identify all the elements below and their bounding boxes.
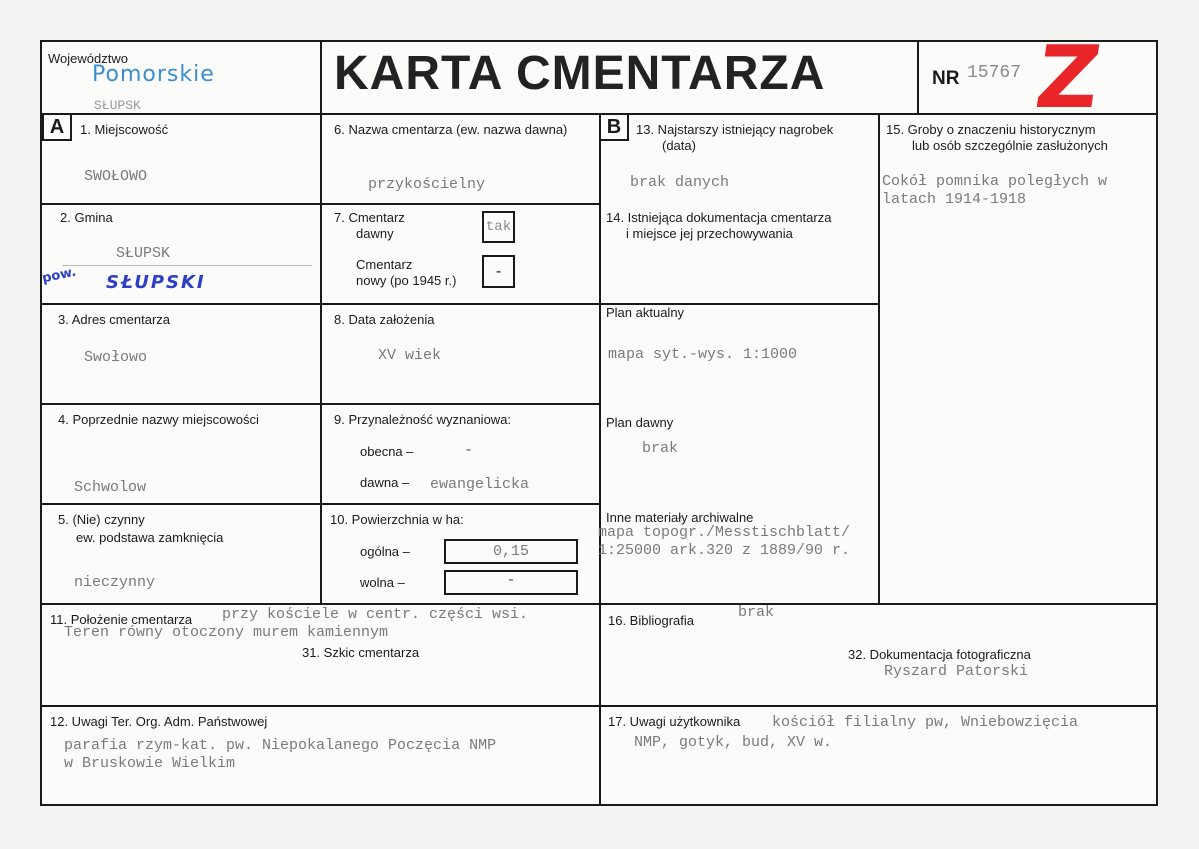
field-7-sublabel: dawny	[356, 226, 394, 241]
field-32-value: Ryszard Patorski	[884, 663, 1029, 680]
field-12-label: 12. Uwagi Ter. Org. Adm. Państwowej	[50, 714, 268, 729]
section-b-marker: B	[599, 113, 629, 141]
field-9-current-label: obecna –	[360, 444, 414, 459]
field-4-label: 4. Poprzednie nazwy miejscowości	[58, 412, 259, 427]
field-1-label: 1. Miejscowość	[80, 122, 169, 137]
field-15-sublabel: lub osób szczególnie zasłużonych	[912, 138, 1108, 153]
plan-current-label: Plan aktualny	[606, 305, 685, 320]
field-2-label: 2. Gmina	[60, 210, 113, 225]
field-3-label: 3. Adres cmentarza	[58, 312, 170, 327]
field-2-pow-prefix: pow.	[40, 264, 78, 287]
field-2-pow-value: SŁUPSKI	[106, 272, 206, 293]
area-free-box: -	[444, 570, 578, 595]
voivodeship-old-value: SŁUPSK	[94, 98, 141, 113]
field-15-value-line2: latach 1914-1918	[882, 191, 1027, 208]
red-stamp-letter: Z	[1029, 28, 1107, 128]
field-15-value-line1: Cokół pomnika poległych w	[882, 173, 1108, 190]
field-9-former-label: dawna –	[360, 475, 410, 490]
field-6-value: przykościelny	[368, 176, 486, 193]
divider	[320, 42, 322, 605]
field-14-sublabel: i miejsce jej przechowywania	[626, 226, 793, 241]
field-9-label: 9. Przynależność wyznaniowa:	[334, 412, 512, 427]
divider	[599, 113, 601, 806]
field-13-label: 13. Najstarszy istniejący nagrobek	[636, 122, 834, 137]
field-13-sublabel: (data)	[662, 138, 696, 153]
field-9-current-value: -	[464, 442, 474, 459]
nr-value: 15767	[967, 63, 1022, 83]
new-cemetery-box: -	[482, 255, 515, 288]
field-11-value-line1: przy kościele w centr. części wsi.	[222, 606, 529, 623]
field-31-label: 31. Szkic cmentarza	[302, 645, 420, 660]
field-11-label: 11. Położenie cmentarza	[50, 612, 193, 627]
cemetery-card	[40, 28, 1158, 806]
archive-value-line2: 1:25000 ark.320 z 1889/90 r.	[598, 542, 851, 559]
field-7-label: 7. Cmentarz	[334, 210, 405, 225]
field-10-free-label: wolna –	[360, 575, 405, 590]
voivodeship-value: Pomorskie	[92, 62, 215, 87]
field-17-label: 17. Uwagi użytkownika	[608, 714, 741, 729]
field-7-new-sublabel: nowy (po 1945 r.)	[356, 273, 457, 288]
field-3-value: Swołowo	[84, 349, 148, 366]
area-total-box: 0,15	[444, 539, 578, 564]
archive-value-line1: mapa topogr./Messtischblatt/	[598, 524, 851, 541]
field-17-value-line2: NMP, gotyk, bud, XV w.	[634, 734, 833, 751]
field-32-label: 32. Dokumentacja fotograficzna	[848, 647, 1031, 662]
strike-line	[62, 265, 312, 266]
divider	[878, 113, 880, 605]
field-14-label: 14. Istniejąca dokumentacja cmentarza	[606, 210, 832, 225]
plan-old-value: brak	[642, 440, 679, 457]
field-12-value-line2: w Bruskowie Wielkim	[64, 755, 236, 772]
voivodeship-label: Województwo	[48, 51, 128, 66]
field-4-value: Schwolow	[74, 479, 147, 496]
field-10-label: 10. Powierzchnia w ha:	[330, 512, 464, 527]
field-1-value: SWOŁOWO	[84, 168, 148, 185]
divider	[917, 42, 919, 114]
field-9-former-value: ewangelicka	[430, 476, 530, 493]
field-16-label: 16. Bibliografia	[608, 613, 694, 628]
plan-current-value: mapa syt.-wys. 1:1000	[608, 346, 798, 363]
field-5-label: 5. (Nie) czynny	[58, 512, 145, 527]
field-5-sublabel: ew. podstawa zamknięcia	[76, 530, 224, 545]
divider	[42, 303, 878, 305]
section-a-marker: A	[42, 113, 72, 141]
field-8-value: XV wiek	[378, 347, 442, 364]
field-11-value-line2: Teren równy otoczony murem kamiennym	[64, 624, 389, 641]
old-cemetery-box: tak	[482, 211, 515, 243]
field-15-label: 15. Groby o znaczeniu historycznym	[886, 122, 1096, 137]
field-13-value: brak danych	[630, 174, 730, 191]
card-title: KARTA CMENTARZA	[334, 47, 826, 100]
nr-label: NR	[932, 68, 960, 89]
field-7-new-label: Cmentarz	[356, 257, 413, 272]
archive-label: Inne materiały archiwalne	[606, 510, 754, 525]
field-12-value-line1: parafia rzym-kat. pw. Niepokalanego Poczęcia NMP	[64, 737, 497, 754]
field-16-value: brak	[738, 604, 775, 621]
field-6-label: 6. Nazwa cmentarza (ew. nazwa dawna)	[334, 122, 568, 137]
field-8-label: 8. Data założenia	[334, 312, 435, 327]
field-10-total-label: ogólna –	[360, 544, 410, 559]
field-17-value-line1: kościół filialny pw, Wniebowzięcia	[772, 714, 1079, 731]
field-2-value: SŁUPSK	[116, 245, 171, 262]
plan-old-label: Plan dawny	[606, 415, 674, 430]
field-5-value: nieczynny	[74, 574, 156, 591]
